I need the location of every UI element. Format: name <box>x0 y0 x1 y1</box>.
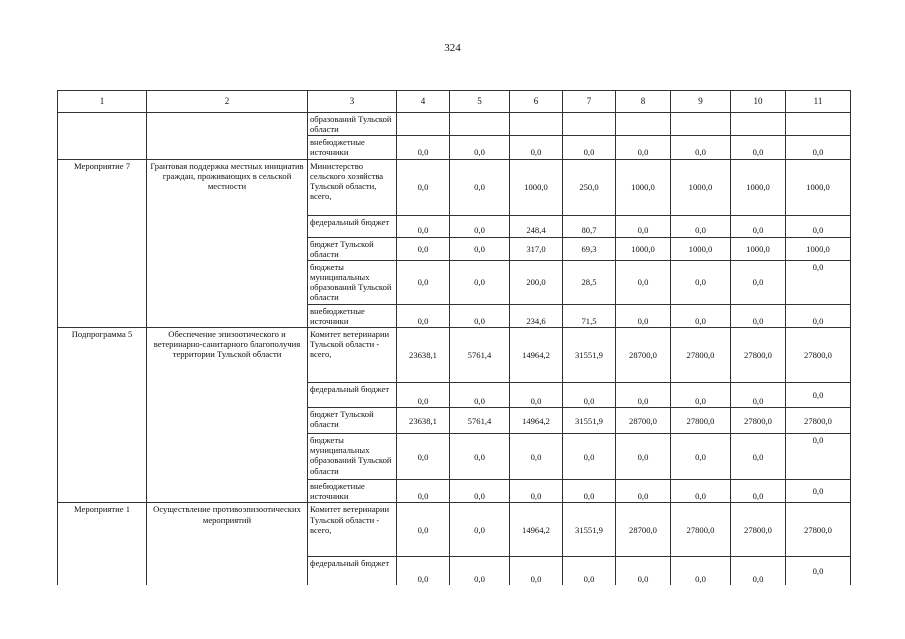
value-cell: 0,0 <box>397 260 450 304</box>
row-code: Подпрограмма 5 <box>58 328 147 383</box>
row-code <box>58 237 147 260</box>
value-cell: 0,0 <box>510 557 563 585</box>
value-cell: 0,0 <box>450 304 510 327</box>
value-cell: 0,0 <box>450 503 510 557</box>
value-cell: 27800,0 <box>731 503 786 557</box>
value-cell: 71,5 <box>563 304 616 327</box>
value-cell: 0,0 <box>616 480 671 503</box>
table-row <box>58 159 851 215</box>
value-cell: 0,0 <box>731 480 786 503</box>
value-cell: 28,5 <box>563 260 616 304</box>
value-cell: 1000,0 <box>616 237 671 260</box>
table-row <box>58 260 851 304</box>
value-cell: 5761,4 <box>450 408 510 434</box>
table-row <box>58 237 851 260</box>
value-cell: 0,0 <box>510 383 563 408</box>
value-cell: 317,0 <box>510 237 563 260</box>
value-cell: 0,0 <box>450 237 510 260</box>
value-cell: 0,0 <box>786 383 851 408</box>
row-code <box>58 557 147 585</box>
value-cell: 1000,0 <box>731 159 786 215</box>
value-cell: 0,0 <box>616 304 671 327</box>
row-code <box>58 434 147 480</box>
value-cell: 200,0 <box>510 260 563 304</box>
value-cell: 1000,0 <box>510 159 563 215</box>
header-row <box>58 91 851 113</box>
value-cell: 27800,0 <box>731 408 786 434</box>
row-title: Грантовая поддержка местных инициатив граждан, проживающих в сельской местности <box>147 159 308 215</box>
row-source: внебюджетные источники <box>308 136 397 159</box>
row-title <box>147 383 308 408</box>
value-cell: 0,0 <box>563 480 616 503</box>
row-title <box>147 480 308 503</box>
table-row <box>58 215 851 237</box>
value-cell: 0,0 <box>671 136 731 159</box>
value-cell: 250,0 <box>563 159 616 215</box>
value-cell: 31551,9 <box>563 328 616 383</box>
value-cell: 27800,0 <box>786 408 851 434</box>
value-cell <box>671 113 731 136</box>
column-header: 1 <box>58 91 147 113</box>
value-cell: 0,0 <box>397 136 450 159</box>
value-cell: 0,0 <box>731 260 786 304</box>
value-cell: 5761,4 <box>450 328 510 383</box>
value-cell <box>510 113 563 136</box>
value-cell: 1000,0 <box>786 159 851 215</box>
row-title: Осуществление противоэпизоотических мероприятий <box>147 503 308 557</box>
column-header: 9 <box>671 91 731 113</box>
row-title <box>147 237 308 260</box>
value-cell: 0,0 <box>397 159 450 215</box>
value-cell: 14964,2 <box>510 408 563 434</box>
value-cell: 0,0 <box>450 557 510 585</box>
value-cell: 0,0 <box>510 434 563 480</box>
value-cell <box>616 113 671 136</box>
budget-table <box>57 90 851 585</box>
table-row <box>58 557 851 585</box>
value-cell: 0,0 <box>397 304 450 327</box>
row-code: Мероприятие 1 <box>58 503 147 557</box>
value-cell: 80,7 <box>563 215 616 237</box>
row-title <box>147 113 308 136</box>
value-cell: 0,0 <box>616 383 671 408</box>
value-cell: 0,0 <box>731 136 786 159</box>
value-cell: 1000,0 <box>671 237 731 260</box>
row-code: Мероприятие 7 <box>58 159 147 215</box>
row-source: внебюджетные источники <box>308 480 397 503</box>
value-cell <box>397 113 450 136</box>
row-source: бюджет Тульской области <box>308 237 397 260</box>
value-cell: 0,0 <box>397 503 450 557</box>
value-cell: 0,0 <box>616 434 671 480</box>
row-source: образований Тульской области <box>308 113 397 136</box>
value-cell: 0,0 <box>616 215 671 237</box>
table-row <box>58 113 851 136</box>
row-source: бюджет Тульской области <box>308 408 397 434</box>
row-code <box>58 383 147 408</box>
value-cell: 27800,0 <box>671 328 731 383</box>
row-source: Комитет ветеринарии Тульской области - всего, <box>308 328 397 383</box>
value-cell: 27800,0 <box>786 503 851 557</box>
value-cell: 0,0 <box>450 136 510 159</box>
value-cell <box>731 113 786 136</box>
value-cell: 0,0 <box>397 383 450 408</box>
value-cell: 0,0 <box>786 480 851 503</box>
value-cell: 0,0 <box>671 434 731 480</box>
value-cell: 23638,1 <box>397 328 450 383</box>
row-source: федеральный бюджет <box>308 557 397 585</box>
value-cell: 0,0 <box>786 304 851 327</box>
value-cell: 1000,0 <box>616 159 671 215</box>
value-cell: 0,0 <box>671 260 731 304</box>
value-cell: 1000,0 <box>671 159 731 215</box>
value-cell: 0,0 <box>397 557 450 585</box>
value-cell: 28700,0 <box>616 328 671 383</box>
value-cell: 0,0 <box>671 304 731 327</box>
value-cell: 0,0 <box>616 557 671 585</box>
table-row <box>58 408 851 434</box>
value-cell: 28700,0 <box>616 503 671 557</box>
row-title <box>147 408 308 434</box>
value-cell: 23638,1 <box>397 408 450 434</box>
column-header: 4 <box>397 91 450 113</box>
value-cell: 0,0 <box>786 434 851 480</box>
value-cell: 0,0 <box>397 215 450 237</box>
value-cell: 0,0 <box>563 383 616 408</box>
value-cell: 234,6 <box>510 304 563 327</box>
value-cell: 0,0 <box>563 136 616 159</box>
value-cell: 69,3 <box>563 237 616 260</box>
row-code <box>58 215 147 237</box>
value-cell: 0,0 <box>671 383 731 408</box>
row-code <box>58 136 147 159</box>
row-source: Министерство сельского хозяйства Тульской области, всего, <box>308 159 397 215</box>
value-cell: 31551,9 <box>563 408 616 434</box>
row-source: бюджеты муниципальных образований Тульской области <box>308 260 397 304</box>
row-source: федеральный бюджет <box>308 215 397 237</box>
row-title <box>147 434 308 480</box>
row-code <box>58 260 147 304</box>
row-title <box>147 215 308 237</box>
row-code <box>58 113 147 136</box>
value-cell: 0,0 <box>510 480 563 503</box>
value-cell: 1000,0 <box>731 237 786 260</box>
value-cell: 0,0 <box>731 304 786 327</box>
value-cell: 14964,2 <box>510 503 563 557</box>
table-row <box>58 328 851 383</box>
value-cell: 0,0 <box>450 215 510 237</box>
value-cell: 0,0 <box>671 557 731 585</box>
value-cell <box>563 113 616 136</box>
value-cell: 0,0 <box>786 557 851 585</box>
value-cell: 0,0 <box>786 260 851 304</box>
column-header: 7 <box>563 91 616 113</box>
value-cell: 0,0 <box>450 383 510 408</box>
value-cell: 0,0 <box>671 480 731 503</box>
value-cell <box>450 113 510 136</box>
column-header: 10 <box>731 91 786 113</box>
row-title <box>147 304 308 327</box>
value-cell: 28700,0 <box>616 408 671 434</box>
value-cell: 27800,0 <box>671 408 731 434</box>
row-title <box>147 260 308 304</box>
column-header: 6 <box>510 91 563 113</box>
value-cell: 0,0 <box>510 136 563 159</box>
page-number: 324 <box>444 42 461 54</box>
row-code <box>58 304 147 327</box>
value-cell: 0,0 <box>731 383 786 408</box>
row-source: федеральный бюджет <box>308 383 397 408</box>
value-cell: 27800,0 <box>671 503 731 557</box>
row-title <box>147 136 308 159</box>
value-cell: 0,0 <box>450 159 510 215</box>
value-cell: 0,0 <box>450 434 510 480</box>
value-cell: 248,4 <box>510 215 563 237</box>
value-cell: 0,0 <box>786 136 851 159</box>
value-cell: 0,0 <box>397 434 450 480</box>
value-cell: 0,0 <box>563 434 616 480</box>
row-title <box>147 557 308 585</box>
value-cell: 0,0 <box>671 215 731 237</box>
value-cell: 0,0 <box>397 480 450 503</box>
value-cell: 0,0 <box>731 434 786 480</box>
value-cell: 27800,0 <box>786 328 851 383</box>
row-source: Комитет ветеринарии Тульской области - всего, <box>308 503 397 557</box>
column-header: 11 <box>786 91 851 113</box>
value-cell: 0,0 <box>786 215 851 237</box>
value-cell: 31551,9 <box>563 503 616 557</box>
row-code <box>58 408 147 434</box>
value-cell: 0,0 <box>616 260 671 304</box>
value-cell: 0,0 <box>450 260 510 304</box>
row-source: внебюджетные источники <box>308 304 397 327</box>
table-row <box>58 304 851 327</box>
value-cell: 1000,0 <box>786 237 851 260</box>
table-row <box>58 480 851 503</box>
row-source: бюджеты муниципальных образований Тульской области <box>308 434 397 480</box>
value-cell: 0,0 <box>731 215 786 237</box>
value-cell: 14964,2 <box>510 328 563 383</box>
column-header: 5 <box>450 91 510 113</box>
value-cell: 0,0 <box>731 557 786 585</box>
row-title: Обеспечение эпизоотического и ветеринарно-санитарного благополучия территории Тульской области <box>147 328 308 383</box>
table-row <box>58 383 851 408</box>
table-row <box>58 503 851 557</box>
value-cell: 0,0 <box>616 136 671 159</box>
value-cell: 0,0 <box>397 237 450 260</box>
column-header: 3 <box>308 91 397 113</box>
value-cell <box>786 113 851 136</box>
value-cell: 27800,0 <box>731 328 786 383</box>
column-header: 8 <box>616 91 671 113</box>
value-cell: 0,0 <box>563 557 616 585</box>
value-cell: 0,0 <box>450 480 510 503</box>
column-header: 2 <box>147 91 308 113</box>
table-row <box>58 136 851 159</box>
table-row <box>58 434 851 480</box>
row-code <box>58 480 147 503</box>
